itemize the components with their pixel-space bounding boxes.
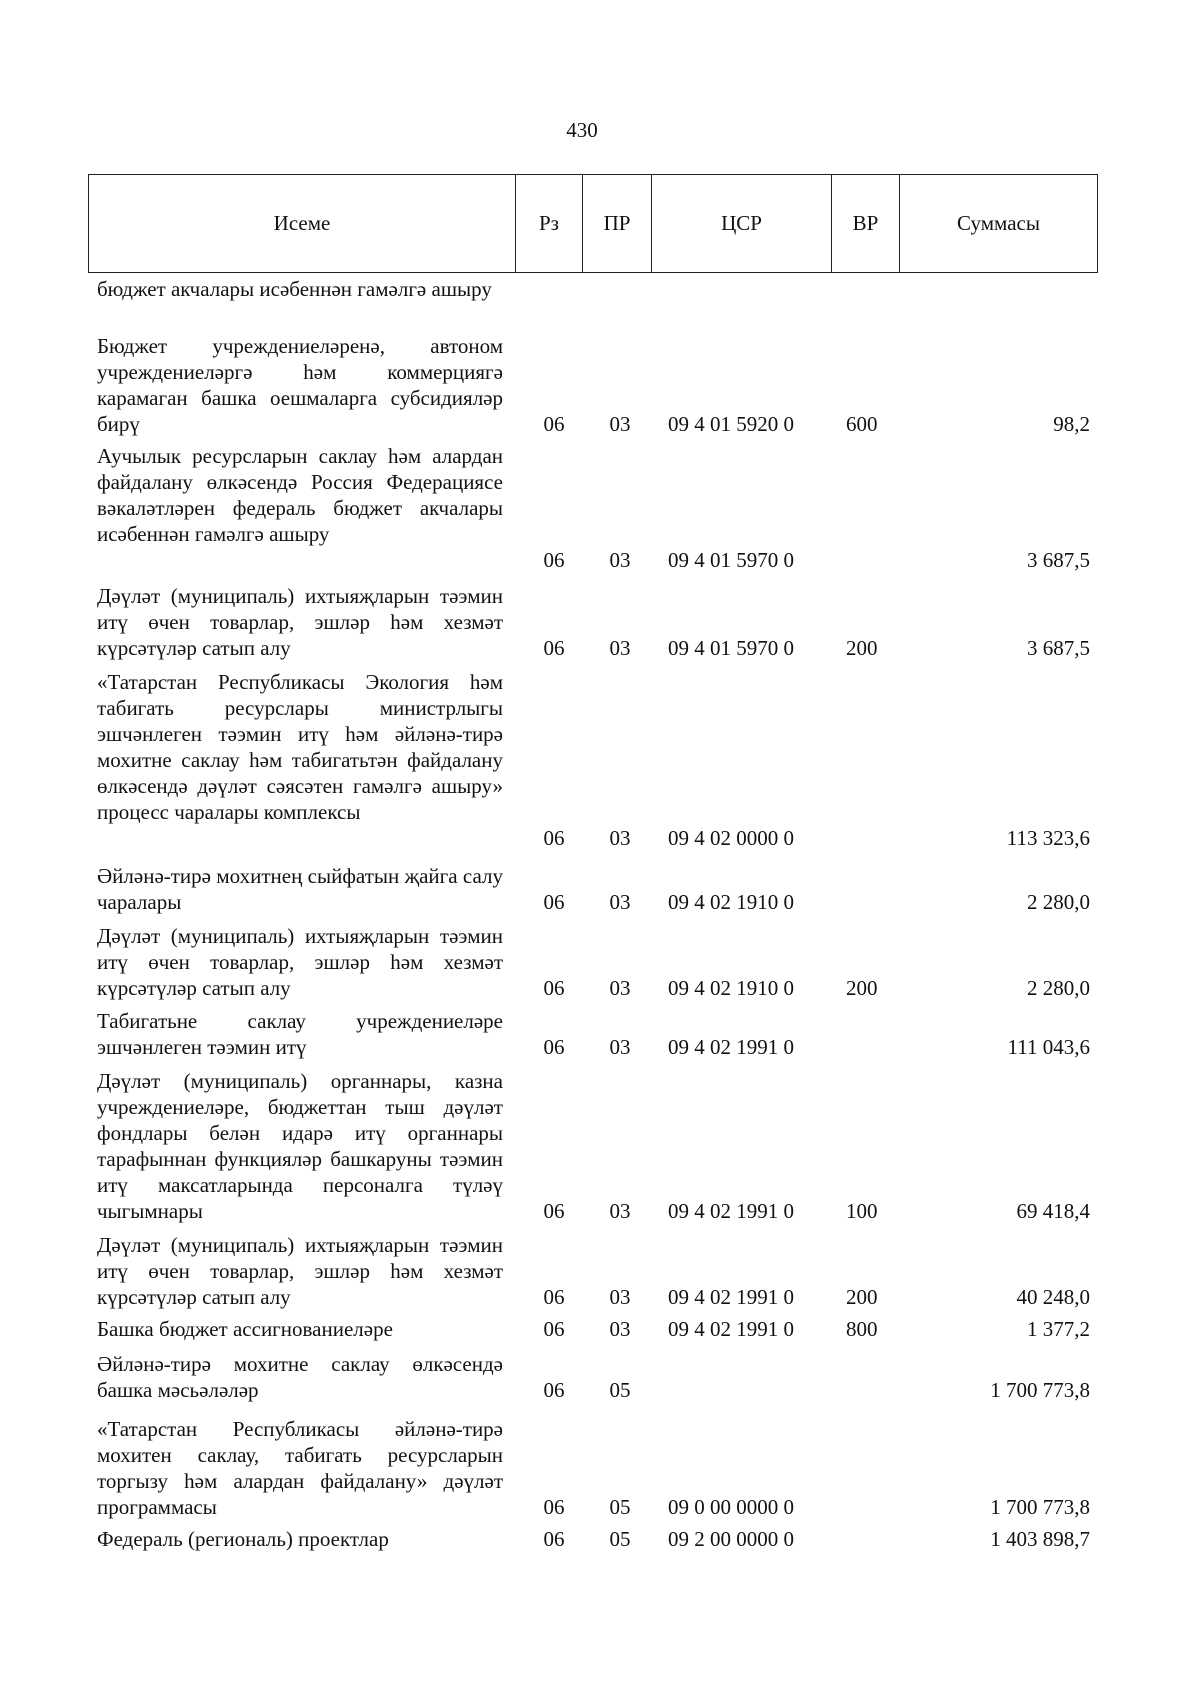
row-vr: 100	[846, 1199, 878, 1223]
row-sum: 3 687,5	[1027, 548, 1090, 572]
row-pr: 03	[609, 412, 631, 436]
row-name: Әйләнә-тирә мохитне саклау өлкәсендә башка мәсьәләләр	[97, 1352, 503, 1402]
page-number: 430	[566, 118, 598, 142]
row-csr: 09 4 02 1991 0	[668, 1035, 794, 1059]
row-pr: 03	[609, 548, 631, 572]
row-rz: 06	[543, 890, 565, 914]
row-csr: 09 4 02 0000 0	[668, 826, 794, 850]
row-sum: 1 700 773,8	[990, 1495, 1090, 1519]
row-csr: 09 0 00 0000 0	[668, 1495, 794, 1519]
row-rz: 06	[543, 548, 565, 572]
row-sum: 2 280,0	[1027, 890, 1090, 914]
row-rz: 06	[543, 1035, 565, 1059]
row-sum: 1 403 898,7	[990, 1527, 1090, 1551]
row-name: Дәүләт (муниципаль) ихтыяҗларын тәэмин итү өчен товарлар, эшләр һәм хезмәт күрсәтүләр сатып алу	[97, 1233, 503, 1309]
row-vr: 200	[846, 1285, 878, 1309]
header-csr: ЦСР	[652, 175, 832, 273]
row-name: Федераль (региональ) проектлар	[97, 1527, 389, 1551]
row-csr: 09 4 02 1991 0	[668, 1317, 794, 1341]
row-pr: 05	[609, 1378, 631, 1402]
row-pr: 03	[609, 1317, 631, 1341]
row-pr: 05	[609, 1527, 631, 1551]
row-rz: 06	[543, 826, 565, 850]
row-vr: 600	[846, 412, 878, 436]
row-sum: 40 248,0	[1016, 1285, 1090, 1309]
row-csr: 09 4 01 5970 0	[668, 548, 794, 572]
row-vr: 800	[846, 1317, 878, 1341]
row-pr: 03	[609, 890, 631, 914]
row-name: Дәүләт (муниципаль) ихтыяҗларын тәэмин итү өчен товарлар, эшләр һәм хезмәт күрсәтүләр сатып алу	[97, 584, 503, 660]
row-csr: 09 4 01 5920 0	[668, 412, 794, 436]
row-name: Аучылык ресурсларын саклау һәм алардан файдалану өлкәсендә Россия Федерациясе вәкаләтләрен федераль бюджет акчалары исәбеннән гамәлгә ашыру	[97, 444, 503, 546]
row-vr: 200	[846, 976, 878, 1000]
row-rz: 06	[543, 1199, 565, 1223]
row-name: бюджет акчалары исәбеннән гамәлгә ашыру	[97, 277, 492, 301]
header-name: Исеме	[89, 175, 516, 273]
row-name: «Татарстан Республикасы әйләнә-тирә мохитен саклау, табигать ресурсларын торгызу һәм алардан файдалану» дәүләт программасы	[97, 1417, 503, 1519]
row-name: Әйләнә-тирә мохитнең сыйфатын җайга салу чаралары	[97, 864, 503, 914]
row-pr: 03	[609, 976, 631, 1000]
row-name: Дәүләт (муниципаль) органнары, казна учреждениеләре, бюджеттан тыш дәүләт фондлары белән идарә итү органнары тарафыннан функцияләр башкаруны тәэмин итү максатларында персоналга түләү чыгымнары	[97, 1069, 503, 1223]
row-rz: 06	[543, 1285, 565, 1309]
row-sum: 98,2	[1053, 412, 1090, 436]
row-csr: 09 2 00 0000 0	[668, 1527, 794, 1551]
row-name: Дәүләт (муниципаль) ихтыяҗларын тәэмин итү өчен товарлар, эшләр һәм хезмәт күрсәтүләр сатып алу	[97, 924, 503, 1000]
row-name: Бюджет учреждениеләренә, автоном учреждениеләргә һәм коммерциягә карамаган башка оешмаларга субсидияләр бирү	[97, 334, 503, 436]
row-sum: 1 700 773,8	[990, 1378, 1090, 1402]
header-pr: ПР	[583, 175, 652, 273]
row-sum: 3 687,5	[1027, 636, 1090, 660]
row-csr: 09 4 02 1991 0	[668, 1199, 794, 1223]
row-pr: 03	[609, 1199, 631, 1223]
row-name: Табигатьне саклау учреждениеләре эшчәнлеген тәэмин итү	[97, 1009, 503, 1059]
row-name: «Татарстан Республикасы Экология һәм табигать ресурслары министрлыгы эшчәнлеген тәэмин итү һәм әйләнә-тирә мохитне саклау һәм табигатьтән файдалану өлкәсендә дәүләт сәясәтен гамәлгә ашыру» процесс чаралары комплексы	[97, 670, 503, 824]
row-rz: 06	[543, 636, 565, 660]
row-pr: 03	[609, 1285, 631, 1309]
row-rz: 06	[543, 412, 565, 436]
row-sum: 111 043,6	[1007, 1035, 1090, 1059]
row-rz: 06	[543, 1495, 565, 1519]
row-rz: 06	[543, 1527, 565, 1551]
header-sum: Суммасы	[900, 175, 1098, 273]
row-sum: 2 280,0	[1027, 976, 1090, 1000]
row-csr: 09 4 01 5970 0	[668, 636, 794, 660]
row-pr: 03	[609, 826, 631, 850]
row-pr: 05	[609, 1495, 631, 1519]
header-rz: Рз	[516, 175, 583, 273]
row-name: Башка бюджет ассигнованиеләре	[97, 1317, 393, 1341]
row-sum: 69 418,4	[1016, 1199, 1090, 1223]
row-csr: 09 4 02 1991 0	[668, 1285, 794, 1309]
row-pr: 03	[609, 1035, 631, 1059]
row-csr: 09 4 02 1910 0	[668, 976, 794, 1000]
row-vr: 200	[846, 636, 878, 660]
row-sum: 1 377,2	[1027, 1317, 1090, 1341]
row-rz: 06	[543, 1317, 565, 1341]
row-sum: 113 323,6	[1006, 826, 1090, 850]
row-csr: 09 4 02 1910 0	[668, 890, 794, 914]
row-rz: 06	[543, 976, 565, 1000]
header-vr: ВР	[832, 175, 900, 273]
row-rz: 06	[543, 1378, 565, 1402]
row-pr: 03	[609, 636, 631, 660]
